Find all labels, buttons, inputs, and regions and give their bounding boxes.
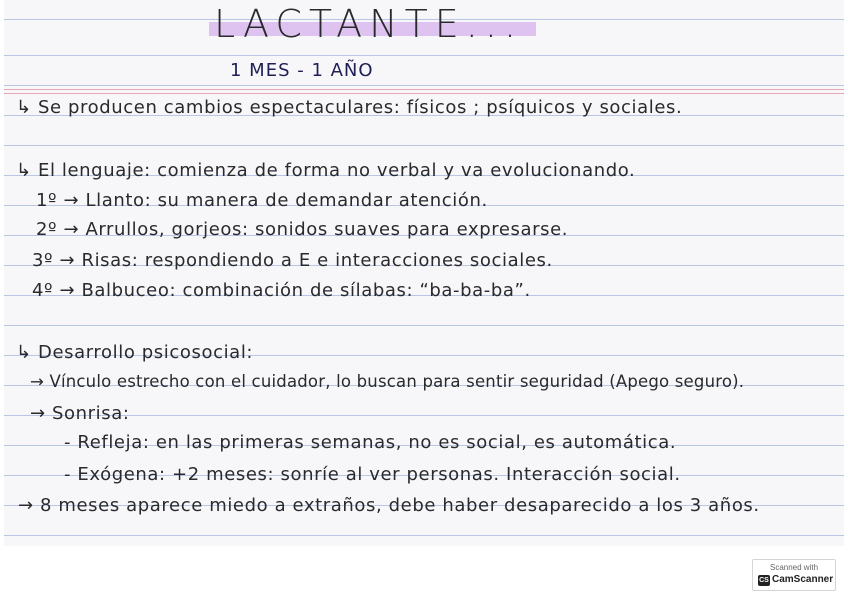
development-item-5: → 8 meses aparece miedo a extraños, debe haber desaparecido a los 3 años.	[18, 495, 760, 516]
development-item-3: - Refleja: en las primeras semanas, no es social, es automática.	[64, 432, 677, 453]
development-heading: ↳ Desarrollo psicosocial:	[16, 342, 254, 363]
development-item-1: → Vínculo estrecho con el cuidador, lo buscan para sentir seguridad (Apego seguro).	[30, 372, 745, 391]
language-item-2: 2º → Arrullos, gorjeos: sonidos suaves para expresarse.	[36, 219, 569, 240]
camscanner-badge	[752, 559, 836, 591]
page-subtitle: 1 MES - 1 AÑO	[230, 60, 374, 81]
development-item-4: - Exógena: +2 meses: sonríe al ver personas. Interacción social.	[64, 464, 681, 485]
camscanner-brand: CamScanner	[772, 574, 834, 585]
language-item-4: 4º → Balbuceo: combinación de sílabas: “ba-ba-ba”.	[32, 280, 531, 301]
language-item-1: 1º → Llanto: su manera de demandar atención.	[36, 190, 488, 211]
language-heading: ↳ El lenguaje: comienza de forma no verbal y va evolucionando.	[16, 160, 636, 181]
language-item-3: 3º → Risas: respondiendo a E e interacciones sociales.	[32, 250, 553, 271]
intro-line: ↳ Se producen cambios espectaculares: físicos ; psíquicos y sociales.	[16, 97, 683, 118]
scanned-with-label: Scanned with	[769, 563, 819, 572]
page-title: LACTANTE...	[214, 2, 524, 46]
camscanner-logo-icon: CS	[759, 577, 769, 584]
notebook-page	[4, 0, 844, 546]
header-rule	[4, 89, 844, 94]
development-item-2: → Sonrisa:	[30, 403, 130, 424]
